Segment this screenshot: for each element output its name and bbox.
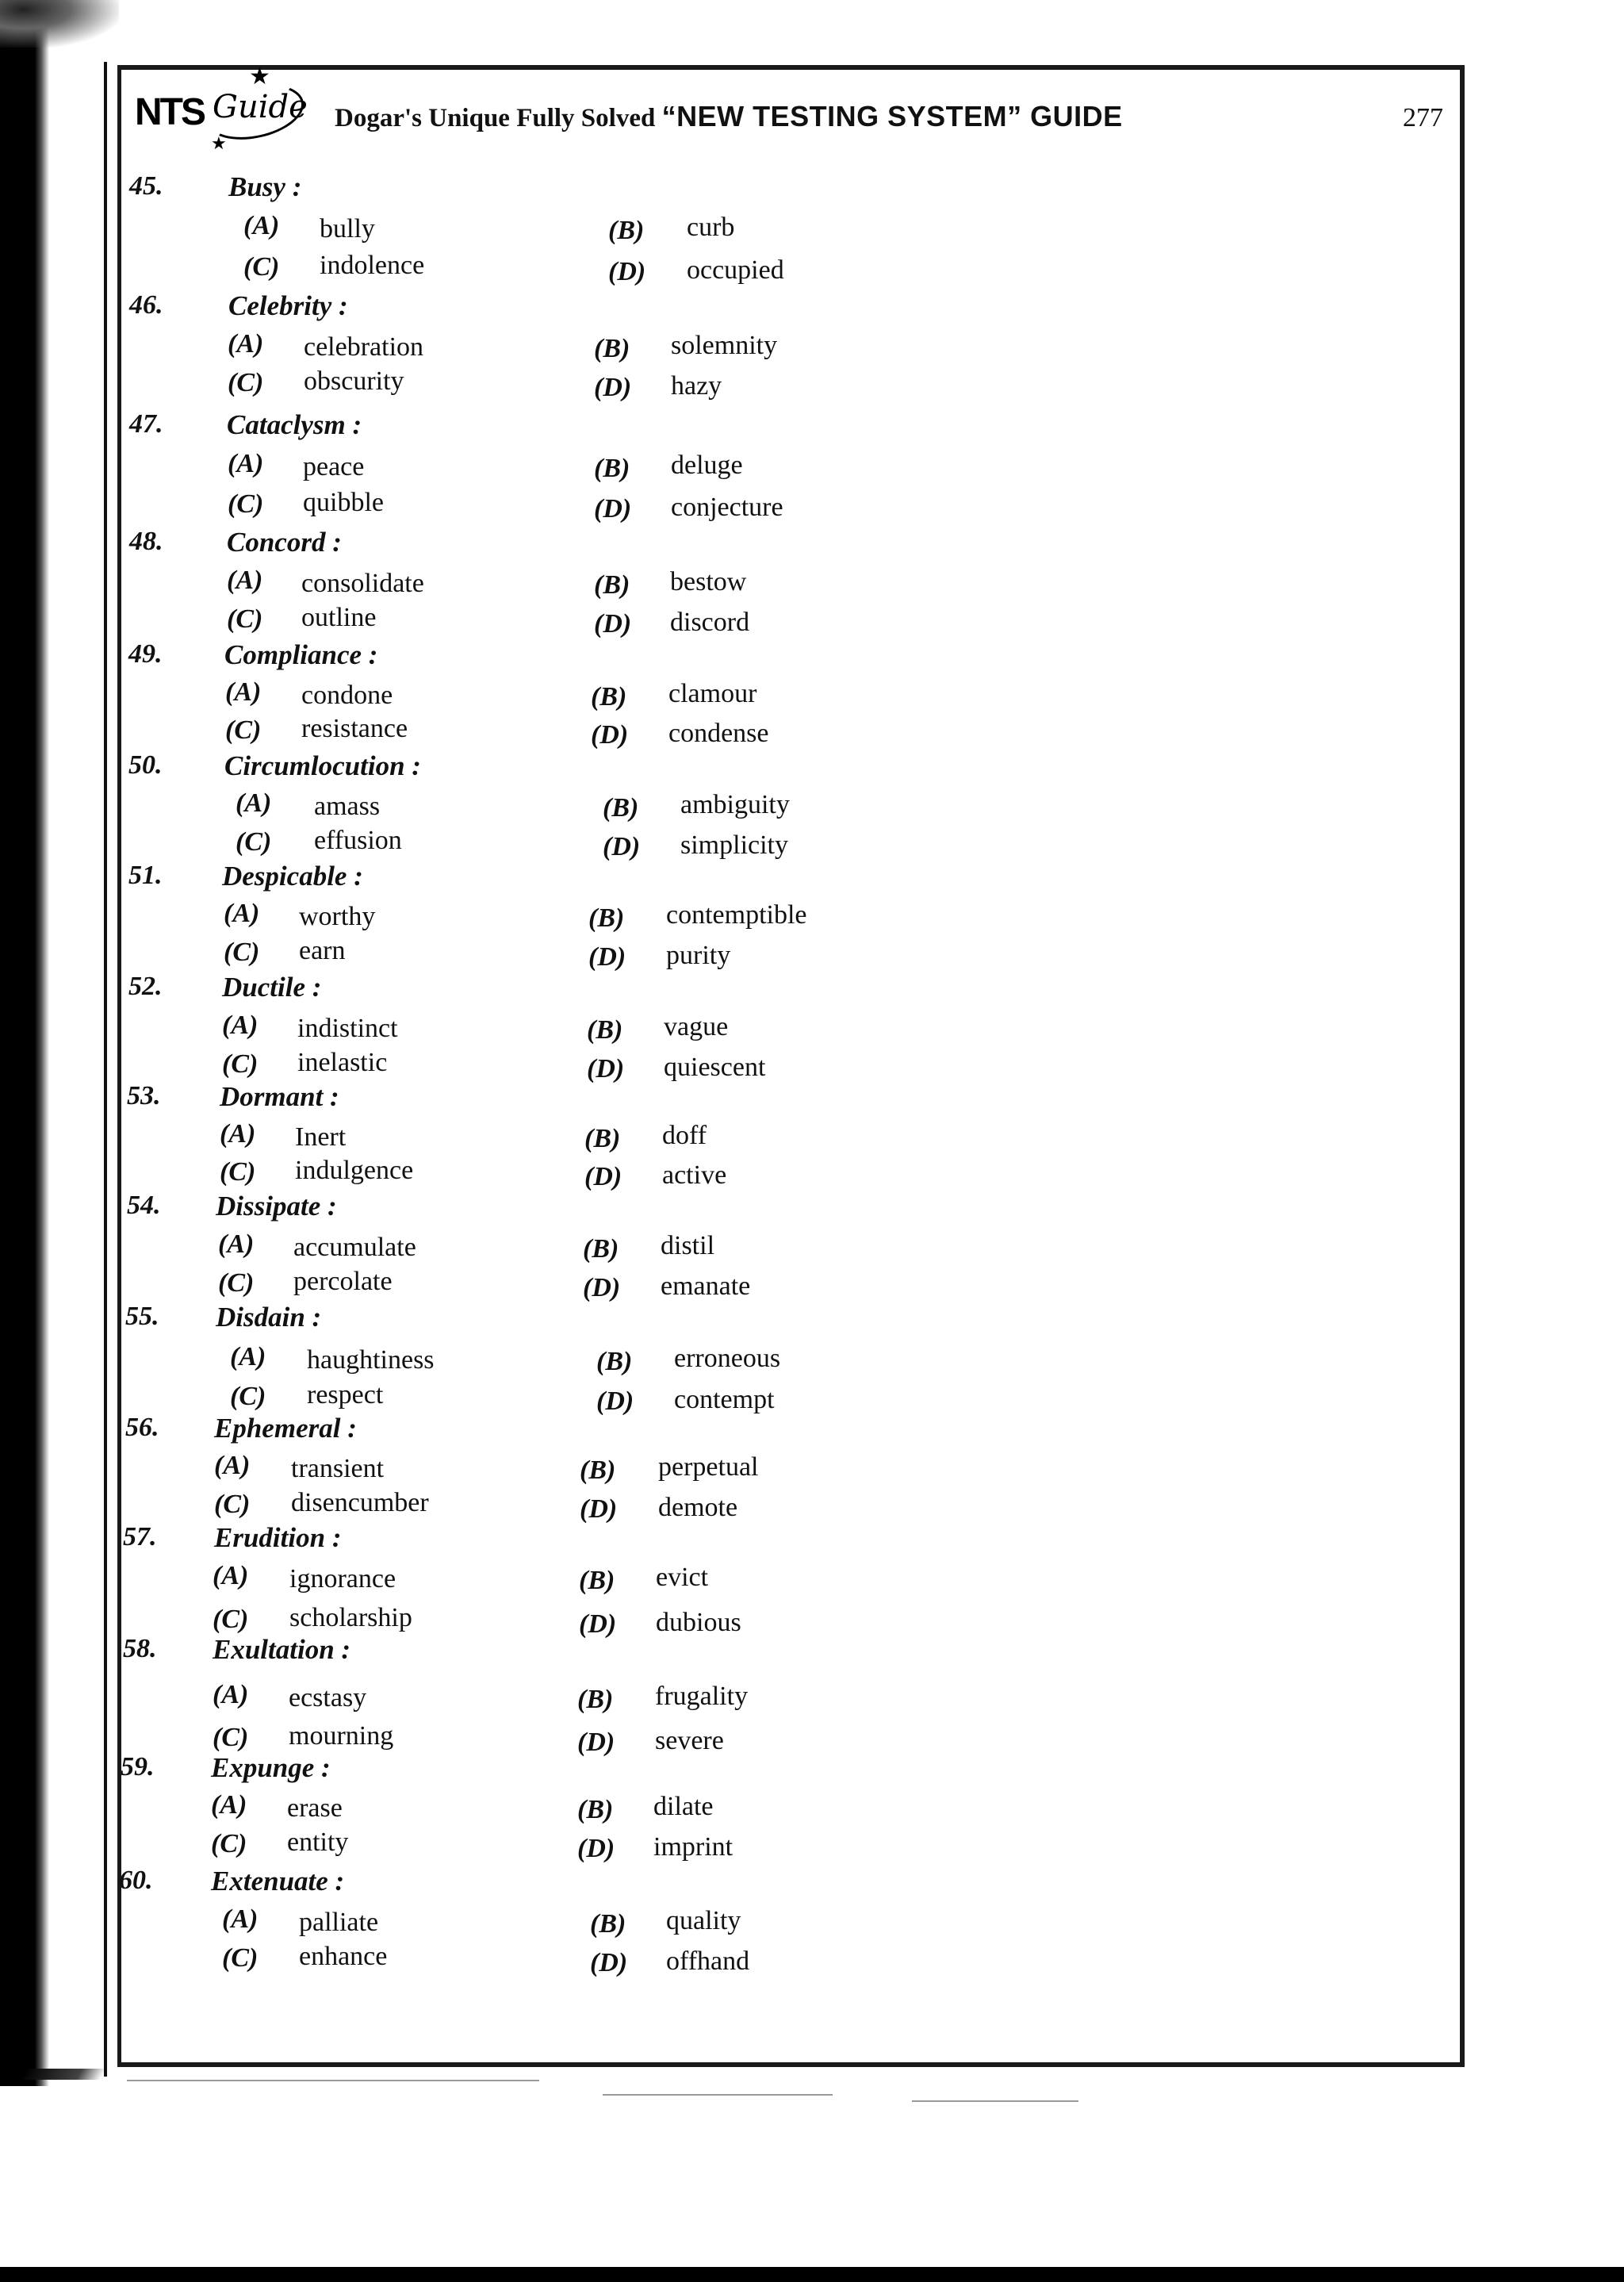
- question-number: 47.: [129, 409, 163, 439]
- option-letter: (A): [214, 1451, 251, 1480]
- option-letter: (B): [594, 570, 630, 600]
- scan-edge-mark: [21, 2069, 106, 2080]
- option-letter: (A): [227, 566, 263, 595]
- question-stem: Concord :: [227, 527, 342, 558]
- question-number: 50.: [128, 750, 163, 780]
- option-text: indistinct: [297, 1014, 398, 1043]
- option-letter: (C): [227, 604, 263, 634]
- option-text: evict: [656, 1563, 709, 1592]
- scan-dash-line: [127, 2080, 539, 2081]
- option-text: ecstasy: [289, 1683, 367, 1712]
- option-text: entity: [287, 1828, 349, 1857]
- option-letter: (B): [577, 1685, 614, 1714]
- option-letter: (C): [224, 938, 260, 967]
- option-letter: (A): [211, 1790, 247, 1820]
- option-letter: (A): [243, 211, 280, 240]
- option-letter: (A): [228, 329, 264, 359]
- logo-script: Guide: [213, 89, 308, 125]
- question-number: 58.: [123, 1634, 157, 1663]
- option-letter: (A): [218, 1229, 255, 1259]
- question-stem: Despicable :: [222, 861, 363, 892]
- option-text: discord: [670, 608, 750, 637]
- question-number: 57.: [123, 1522, 157, 1551]
- option-text: purity: [666, 941, 731, 970]
- option-letter: (B): [583, 1234, 619, 1264]
- question-stem: Circumlocution :: [224, 750, 421, 781]
- option-text: inelastic: [297, 1048, 388, 1077]
- option-text: clamour: [668, 679, 757, 708]
- option-letter: (B): [579, 1566, 615, 1595]
- question-number: 48.: [129, 527, 163, 556]
- option-text: worthy: [299, 902, 376, 931]
- option-text: outline: [301, 603, 377, 632]
- option-text: earn: [299, 936, 346, 965]
- option-text: doff: [662, 1121, 707, 1150]
- option-letter: (D): [594, 494, 632, 524]
- option-text: severe: [655, 1726, 724, 1755]
- question-stem: Busy :: [228, 171, 302, 202]
- question-stem: Exultation :: [213, 1634, 351, 1665]
- option-letter: (B): [584, 1124, 621, 1153]
- option-text: bully: [320, 214, 375, 244]
- option-text: solemnity: [671, 331, 778, 360]
- scan-smudge: [0, 0, 119, 48]
- option-text: hazy: [671, 371, 722, 401]
- option-text: imprint: [653, 1832, 733, 1862]
- option-letter: (C): [213, 1605, 249, 1634]
- logo-wordmark: NTS: [135, 91, 204, 133]
- option-text: vague: [664, 1012, 729, 1041]
- option-letter: (A): [222, 1904, 259, 1934]
- question-stem: Erudition :: [214, 1522, 342, 1553]
- question-number: 59.: [121, 1752, 155, 1781]
- option-text: frugality: [655, 1682, 749, 1711]
- option-letter: (C): [243, 252, 280, 282]
- scan-dash-line: [912, 2100, 1078, 2102]
- question-stem: Celebrity :: [228, 290, 348, 321]
- question-stem: Expunge :: [211, 1752, 331, 1783]
- option-text: indolence: [320, 251, 425, 280]
- question-number: 53.: [127, 1081, 161, 1110]
- scan-dash-line: [603, 2094, 833, 2096]
- option-text: condense: [668, 719, 769, 748]
- option-letter: (D): [603, 832, 641, 861]
- option-letter: (A): [228, 449, 264, 478]
- option-text: conjecture: [671, 493, 783, 522]
- option-text: celebration: [304, 332, 424, 362]
- option-letter: (D): [577, 1834, 615, 1863]
- option-letter: (B): [588, 903, 625, 933]
- option-text: Inert: [295, 1122, 347, 1152]
- option-letter: (D): [577, 1728, 615, 1757]
- option-text: percolate: [293, 1267, 393, 1296]
- question-stem: Ephemeral :: [214, 1413, 357, 1444]
- option-letter: (D): [584, 1162, 622, 1191]
- option-text: scholarship: [289, 1603, 412, 1632]
- option-letter: (B): [594, 334, 630, 363]
- option-text: mourning: [289, 1721, 394, 1751]
- option-text: contempt: [674, 1385, 775, 1414]
- option-letter: (C): [211, 1829, 247, 1858]
- star-icon: ★: [211, 133, 227, 153]
- option-text: condone: [301, 681, 393, 710]
- option-text: quiescent: [664, 1053, 766, 1082]
- option-letter: (C): [222, 1049, 259, 1079]
- option-text: accumulate: [293, 1233, 416, 1262]
- option-letter: (A): [213, 1680, 249, 1709]
- option-text: ignorance: [289, 1564, 396, 1594]
- option-text: active: [662, 1160, 727, 1190]
- option-text: perpetual: [658, 1452, 759, 1482]
- option-letter: (C): [220, 1157, 256, 1187]
- question-number: 55.: [125, 1302, 159, 1331]
- option-letter: (D): [608, 257, 646, 286]
- option-letter: (A): [225, 677, 262, 707]
- option-text: dilate: [653, 1792, 714, 1821]
- question-number: 54.: [127, 1191, 161, 1220]
- option-letter: (A): [224, 899, 260, 928]
- header-title: [335, 100, 1123, 133]
- option-text: deluge: [671, 451, 743, 480]
- option-letter: (B): [596, 1347, 633, 1376]
- option-letter: (C): [225, 715, 262, 745]
- option-letter: (D): [579, 1609, 617, 1639]
- option-letter: (C): [228, 489, 264, 519]
- option-letter: (D): [580, 1494, 618, 1524]
- question-number: 45.: [129, 171, 163, 201]
- option-letter: (C): [228, 368, 264, 397]
- option-letter: (C): [213, 1723, 249, 1752]
- option-text: haughtiness: [307, 1345, 435, 1375]
- option-letter: (B): [580, 1455, 616, 1485]
- option-letter: (A): [230, 1342, 266, 1371]
- option-text: bestow: [670, 567, 747, 596]
- option-text: simplicity: [680, 830, 788, 860]
- option-text: distil: [661, 1231, 715, 1260]
- question-number: 51.: [128, 861, 163, 890]
- option-letter: (C): [236, 827, 272, 857]
- nts-guide-logo: [135, 63, 317, 153]
- option-letter: (C): [230, 1382, 266, 1411]
- option-letter: (D): [587, 1054, 625, 1083]
- option-text: emanate: [661, 1271, 751, 1301]
- option-letter: (A): [220, 1119, 256, 1149]
- option-text: peace: [303, 452, 365, 481]
- scan-bottom-edge: [0, 2267, 1624, 2282]
- question-stem: Dissipate :: [216, 1191, 337, 1222]
- option-letter: (D): [590, 1948, 628, 1977]
- question-stem: Ductile :: [222, 972, 322, 1003]
- option-letter: (C): [214, 1490, 251, 1519]
- option-letter: (B): [577, 1795, 614, 1824]
- option-letter: (A): [222, 1011, 259, 1040]
- option-text: curb: [687, 213, 735, 242]
- option-letter: (B): [590, 1909, 626, 1939]
- option-letter: (D): [583, 1273, 621, 1302]
- option-text: dubious: [656, 1608, 741, 1637]
- question-number: 60.: [119, 1866, 153, 1895]
- question-stem: Extenuate :: [211, 1866, 345, 1897]
- page-number: 277: [1403, 103, 1443, 132]
- question-stem: Cataclysm :: [227, 409, 362, 440]
- option-letter: (D): [591, 720, 629, 750]
- option-text: transient: [291, 1454, 385, 1483]
- option-text: amass: [314, 792, 381, 821]
- header-title-main: “NEW TESTING SYSTEM” GUIDE: [661, 100, 1123, 132]
- question-number: 52.: [128, 972, 163, 1001]
- option-letter: (A): [236, 788, 272, 818]
- option-letter: (D): [588, 942, 626, 972]
- option-letter: (B): [603, 793, 639, 823]
- option-letter: (D): [594, 373, 632, 402]
- question-stem: Disdain :: [216, 1302, 322, 1333]
- option-text: contemptible: [666, 900, 807, 930]
- question-stem: Compliance :: [224, 639, 378, 670]
- option-text: obscurity: [304, 366, 404, 396]
- header-title-prefix: Dogar's Unique Fully Solved: [335, 104, 662, 132]
- option-letter: (A): [213, 1561, 249, 1590]
- scan-left-edge: [0, 0, 49, 2086]
- option-text: quibble: [303, 488, 384, 517]
- option-text: ambiguity: [680, 790, 790, 819]
- option-text: effusion: [314, 826, 402, 855]
- option-text: quality: [666, 1906, 741, 1935]
- option-text: demote: [658, 1493, 738, 1522]
- option-text: consolidate: [301, 569, 424, 598]
- option-letter: (C): [222, 1943, 259, 1973]
- option-letter: (D): [596, 1386, 634, 1416]
- page-header: [135, 63, 1451, 153]
- option-text: indulgence: [295, 1156, 414, 1185]
- option-text: offhand: [666, 1946, 750, 1976]
- question-number: 56.: [125, 1413, 159, 1442]
- option-letter: (C): [218, 1268, 255, 1298]
- option-text: disencumber: [291, 1488, 429, 1517]
- option-text: enhance: [299, 1942, 388, 1971]
- question-stem: Dormant :: [220, 1081, 339, 1112]
- option-text: palliate: [299, 1908, 379, 1937]
- question-number: 49.: [128, 639, 163, 669]
- option-text: erroneous: [674, 1344, 781, 1373]
- star-icon: ★: [249, 63, 270, 90]
- option-text: occupied: [687, 255, 784, 285]
- question-number: 46.: [129, 290, 163, 320]
- option-letter: (B): [594, 454, 630, 483]
- option-letter: (B): [587, 1015, 623, 1045]
- option-text: erase: [287, 1793, 343, 1823]
- option-text: resistance: [301, 714, 408, 743]
- option-letter: (D): [594, 609, 632, 639]
- option-text: respect: [307, 1380, 384, 1409]
- option-letter: (B): [591, 682, 627, 711]
- option-letter: (B): [608, 216, 645, 245]
